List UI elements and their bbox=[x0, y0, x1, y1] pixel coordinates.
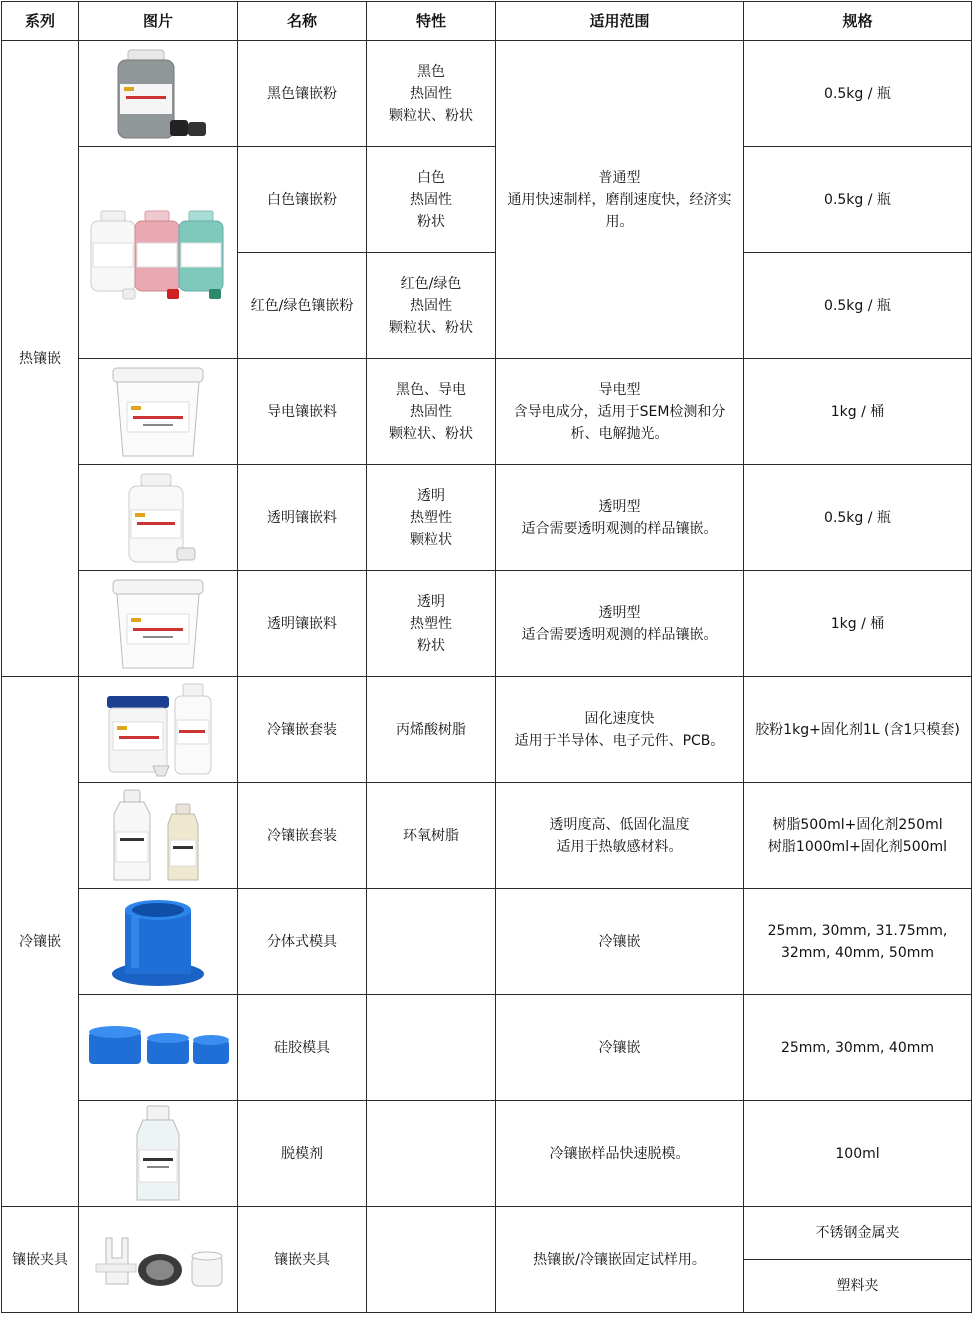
product-name: 导电镶嵌料 bbox=[238, 359, 367, 465]
product-name: 透明镶嵌料 bbox=[238, 465, 367, 571]
product-spec: 0.5kg / 瓶 bbox=[744, 41, 972, 147]
product-scope: 透明型 适合需要透明观测的样品镶嵌。 bbox=[496, 571, 744, 677]
product-props bbox=[367, 889, 496, 995]
product-props: 透明 热塑性 粉状 bbox=[367, 571, 496, 677]
product-name: 冷镶嵌套装 bbox=[238, 677, 367, 783]
product-image bbox=[79, 571, 238, 677]
product-props bbox=[367, 1207, 496, 1313]
product-name: 红色/绿色镶嵌粉 bbox=[238, 253, 367, 359]
product-spec: 0.5kg / 瓶 bbox=[744, 465, 972, 571]
table-row bbox=[2, 783, 972, 889]
white-bottle-icon bbox=[103, 468, 213, 568]
product-props: 丙烯酸树脂 bbox=[367, 677, 496, 783]
product-props: 透明 热塑性 颗粒状 bbox=[367, 465, 496, 571]
product-spec: 0.5kg / 瓶 bbox=[744, 253, 972, 359]
table-row bbox=[2, 359, 972, 465]
product-image bbox=[79, 889, 238, 995]
product-props: 黑色 热固性 颗粒状、粉状 bbox=[367, 41, 496, 147]
product-spec: 树脂500ml+固化剂250ml 树脂1000ml+固化剂500ml bbox=[744, 783, 972, 889]
product-spec: 1kg / 桶 bbox=[744, 571, 972, 677]
product-spec: 25mm, 30mm, 31.75mm, 32mm, 40mm, 50mm bbox=[744, 889, 972, 995]
three-color-bottles-icon bbox=[83, 203, 233, 303]
header-row bbox=[2, 2, 972, 41]
table-row bbox=[2, 995, 972, 1101]
product-props: 黑色、导电 热固性 颗粒状、粉状 bbox=[367, 359, 496, 465]
product-spec: 25mm, 30mm, 40mm bbox=[744, 995, 972, 1101]
product-props: 白色 热固性 粉状 bbox=[367, 147, 496, 253]
product-spec: 胶粉1kg+固化剂1L (含1只模套) bbox=[744, 677, 972, 783]
clamps-icon bbox=[88, 1210, 228, 1310]
product-image bbox=[79, 41, 238, 147]
product-name: 脱模剂 bbox=[238, 1101, 367, 1207]
black-powder-bottle-icon bbox=[98, 44, 218, 144]
product-scope: 固化速度快 适用于半导体、电子元件、PCB。 bbox=[496, 677, 744, 783]
product-scope: 透明型 适合需要透明观测的样品镶嵌。 bbox=[496, 465, 744, 571]
header-spec: 规格 bbox=[744, 2, 972, 41]
product-image bbox=[79, 359, 238, 465]
product-props: 环氧树脂 bbox=[367, 783, 496, 889]
product-image bbox=[79, 147, 238, 359]
product-spec-table bbox=[1, 1, 972, 1313]
table-row bbox=[2, 571, 972, 677]
product-scope: 透明度高、低固化温度 适用于热敏感材料。 bbox=[496, 783, 744, 889]
product-name: 冷镶嵌套装 bbox=[238, 783, 367, 889]
header-props: 特性 bbox=[367, 2, 496, 41]
product-image bbox=[79, 1207, 238, 1313]
series-hot: 热镶嵌 bbox=[2, 41, 79, 677]
product-scope: 导电型 含导电成分，适用于SEM检测和分 析、电解抛光。 bbox=[496, 359, 744, 465]
table-row bbox=[2, 1207, 972, 1260]
product-scope: 热镶嵌/冷镶嵌固定试样用。 bbox=[496, 1207, 744, 1313]
series-clamp: 镶嵌夹具 bbox=[2, 1207, 79, 1313]
product-spec: 100ml bbox=[744, 1101, 972, 1207]
product-scope: 冷镶嵌 bbox=[496, 889, 744, 995]
product-spec: 不锈钢金属夹 bbox=[744, 1207, 972, 1260]
table-row bbox=[2, 41, 972, 147]
blue-silicone-molds-icon bbox=[83, 998, 233, 1098]
release-agent-bottle-icon bbox=[103, 1104, 213, 1204]
blue-split-mold-icon bbox=[103, 892, 213, 992]
product-image bbox=[79, 677, 238, 783]
product-spec: 1kg / 桶 bbox=[744, 359, 972, 465]
table-row bbox=[2, 465, 972, 571]
white-bucket-icon bbox=[103, 574, 213, 674]
product-name: 黑色镶嵌粉 bbox=[238, 41, 367, 147]
series-cold: 冷镶嵌 bbox=[2, 677, 79, 1207]
cold-kit-bucket-bottle-icon bbox=[93, 680, 223, 780]
product-name: 镶嵌夹具 bbox=[238, 1207, 367, 1313]
header-series: 系列 bbox=[2, 2, 79, 41]
product-scope: 冷镶嵌 bbox=[496, 995, 744, 1101]
product-name: 硅胶模具 bbox=[238, 995, 367, 1101]
white-bucket-icon bbox=[103, 362, 213, 462]
product-name: 分体式模具 bbox=[238, 889, 367, 995]
product-props bbox=[367, 995, 496, 1101]
product-spec: 0.5kg / 瓶 bbox=[744, 147, 972, 253]
scope-merged: 普通型 通用快速制样，磨削速度快，经济实 用。 bbox=[496, 41, 744, 359]
header-name: 名称 bbox=[238, 2, 367, 41]
product-image bbox=[79, 1101, 238, 1207]
product-scope: 冷镶嵌样品快速脱模。 bbox=[496, 1101, 744, 1207]
product-image bbox=[79, 465, 238, 571]
product-name: 白色镶嵌粉 bbox=[238, 147, 367, 253]
table-row bbox=[2, 889, 972, 995]
table-row bbox=[2, 147, 972, 253]
epoxy-bottles-icon bbox=[98, 786, 218, 886]
header-image: 图片 bbox=[79, 2, 238, 41]
product-props: 红色/绿色 热固性 颗粒状、粉状 bbox=[367, 253, 496, 359]
header-scope: 适用范围 bbox=[496, 2, 744, 41]
product-name: 透明镶嵌料 bbox=[238, 571, 367, 677]
table-row bbox=[2, 677, 972, 783]
product-props bbox=[367, 1101, 496, 1207]
product-image bbox=[79, 783, 238, 889]
table-row bbox=[2, 1101, 972, 1207]
product-spec: 塑料夹 bbox=[744, 1260, 972, 1313]
product-image bbox=[79, 995, 238, 1101]
